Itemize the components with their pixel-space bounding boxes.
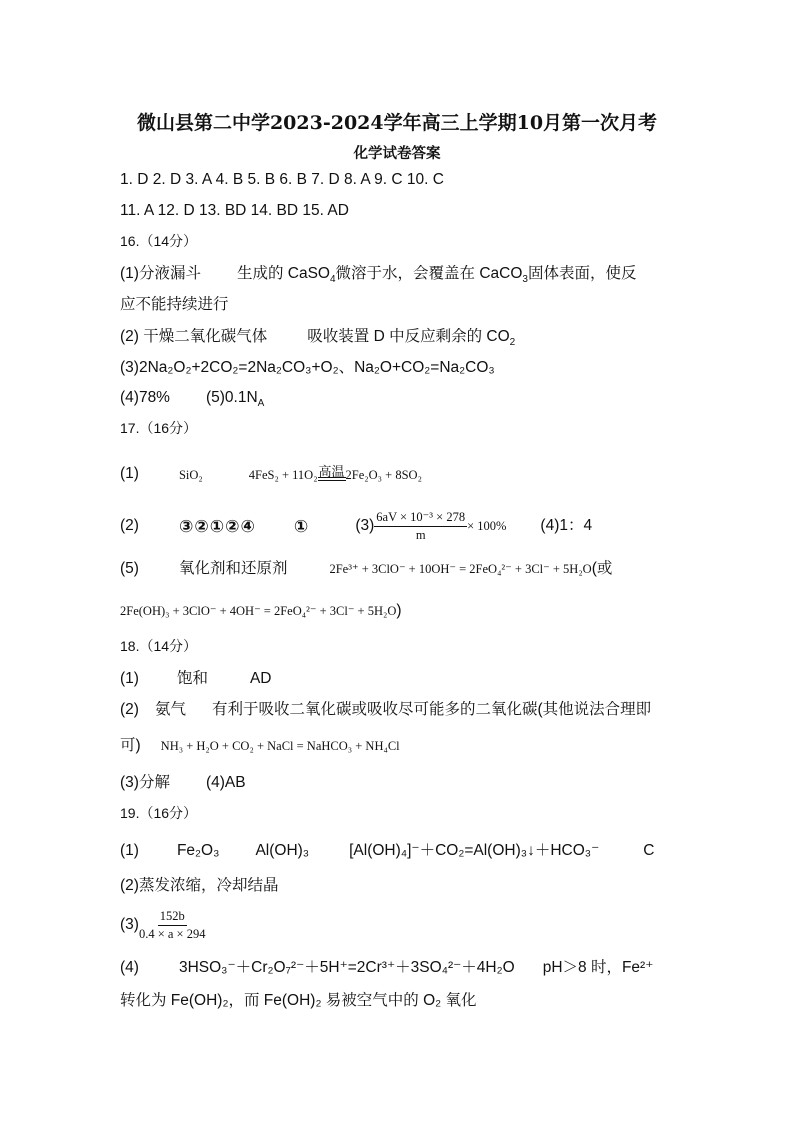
q17-p5-or: (或 [591,560,613,577]
q16-part1-cont: 应不能持续进行 [120,296,229,313]
q17-p1-eq-right: 2Fe₂O₃ + 8SO₂ [345,467,422,482]
q17-part5 [120,561,612,577]
q19-p1-label: (1) [120,842,139,859]
q18-p1-answer-b: AD [249,670,272,687]
mc-answers-row-1: 1. D 2. D 3. A 4. B 5. B 6. B 7. D 8. A 9. C 10. C [120,171,444,188]
page-title: 微山县第二中学2023-2024学年高三上学期10月第一次月考 [136,112,658,134]
q17-p3-fraction [374,511,467,541]
q17-p1-eq-left: 4FeS₂ + 11O₂ [248,467,318,482]
q16-part3: (3)2Na₂O₂+2CO₂=2Na₂CO₃+O₂、Na₂O+CO₂=Na₂CO₃ [120,359,495,376]
q18-p4-answer: (4)AB [205,774,246,791]
q17-p2-order: ③②①②④ [178,516,256,536]
q17-p3-label: (3) [355,517,375,535]
q17-p3-denominator: m [415,527,426,542]
q16-p5-sub: A [257,398,265,410]
q16-p1-answer-c: 微溶于水，会覆盖在 CaCO [335,265,523,282]
q19-p1-answer-a: Fe₂O₃ [176,842,220,859]
q18-part3 [120,775,246,791]
q17-p1-label: (1) [120,464,139,482]
q19-p4-label: (4) [120,959,139,976]
q17-p5-answer: 氧化剂和还原剂 [178,560,288,577]
q18-heading: 18.（14分） [120,638,198,654]
q19-heading: 19.（16分） [120,805,198,821]
q18-p3-answer: (3)分解 [120,774,170,791]
q17-part1 [120,453,422,481]
q19-p1-answer-c: [Al(OH)₄]⁻＋CO₂=Al(OH)₃↓＋HCO₃⁻ [349,842,600,859]
q19-p3-denominator: 0.4 × a × 294 [138,926,206,941]
q17-p4-answer: (4)1：4 [540,517,593,535]
q17-p2-label: (2) [120,517,139,535]
q19-p4-answer-b: pH＞8 时，Fe²⁺ [542,959,654,976]
q19-part4-cont: 转化为 Fe(OH)₂，而 Fe(OH)₂ 易被空气中的 O₂ 氧化 [120,992,477,1009]
page-subtitle: 化学试卷答案 [353,145,441,162]
q17-p1-eq-arrow [318,465,346,481]
q18-p2-equation: NH₃ + H₂O + CO₂ + NaCl = NaHCO₃ + NH₄Cl [160,739,400,753]
q16-p4-answer: (4)78% [120,389,170,406]
q18-part2 [120,702,651,718]
q17-p1-eq-condition: 高温 [318,464,345,479]
q18-part1 [120,671,272,687]
q16-part4 [120,390,264,409]
q17-p5-equation: 2Fe³⁺ + 3ClO⁻ + 10OH⁻ = 2FeO₄²⁻ + 3Cl⁻ + 5H₂O [329,561,592,576]
q17-part5-alt [120,603,402,619]
q19-p1-answer-b: Al(OH)₃ [255,842,310,859]
q16-heading: 16.（14分） [120,233,198,249]
q19-p3-label: (3) [120,916,139,934]
q18-p1-label: (1) [120,670,139,687]
q17-heading: 17.（16分） [120,420,198,436]
q16-part1: (1)分液漏斗 生成的 CaSO$_4$微溶于水，会覆盖在 CaCO$_3$固体表面，使反 [120,265,637,286]
q19-part4 [120,960,653,976]
q17-p3-tail: × 100% [467,518,507,533]
q18-p2-answer-a: 氨气 [154,701,186,718]
q17-part2 [120,511,592,541]
q18-p2-label: (2) [120,701,139,718]
q18-p2-cont: 可) [120,737,141,754]
q18-p2-answer-b: 有利于吸收二氧化碳或吸收尽可能多的二氧化碳(其他说法合理即 [211,701,652,718]
q16-p1-answer-d: 固体表面，使反 [527,265,637,282]
q17-p5-label: (5) [120,560,139,577]
q16-p2-answer-a: (2) 干燥二氧化碳气体 [120,328,268,345]
q19-part2: (2)蒸发浓缩，冷却结晶 [120,877,279,894]
q17-p5-alt-equation: 2Fe(OH)₃ + 3ClO⁻ + 4OH⁻ = 2FeO₄²⁻ + 3Cl⁻ + 5H₂O [120,604,397,618]
q16-p1-answer-a: (1)分液漏斗 [120,265,201,282]
q17-p2-choice: ① [293,516,310,536]
q19-part1 [120,843,654,859]
q19-part3 [120,910,205,940]
q16-p5-answer: (5)0.1N [205,389,258,406]
q17-p5-alt-close: ) [396,602,402,619]
q16-p1-answer-b: 生成的 CaSO [236,265,330,282]
q17-p3-numerator: 6aV × 10⁻³ × 278 [374,511,467,527]
q16-part2: (2) 干燥二氧化碳气体 吸收装置 D 中反应剩余的 $CO_2$ [120,328,516,349]
mc-answers-row-2: 11. A 12. D 13. BD 14. BD 15. AD [120,202,349,219]
q16-p2-answer-b: 吸收装置 D 中反应剩余的 CO [307,328,510,345]
q18-part2-cont [120,738,400,754]
q18-p1-answer-a: 饱和 [176,670,208,687]
q19-p1-answer-d: C [643,842,655,859]
q19-p4-equation: 3HSO₃⁻＋Cr₂O₇²⁻＋5H⁺=2Cr³⁺＋3SO₄²⁻＋4H₂O [178,959,515,976]
q17-p1-sio2: SiO₂ [178,467,203,482]
q19-p3-fraction [139,910,206,940]
q19-p3-numerator: 152b [158,910,187,926]
